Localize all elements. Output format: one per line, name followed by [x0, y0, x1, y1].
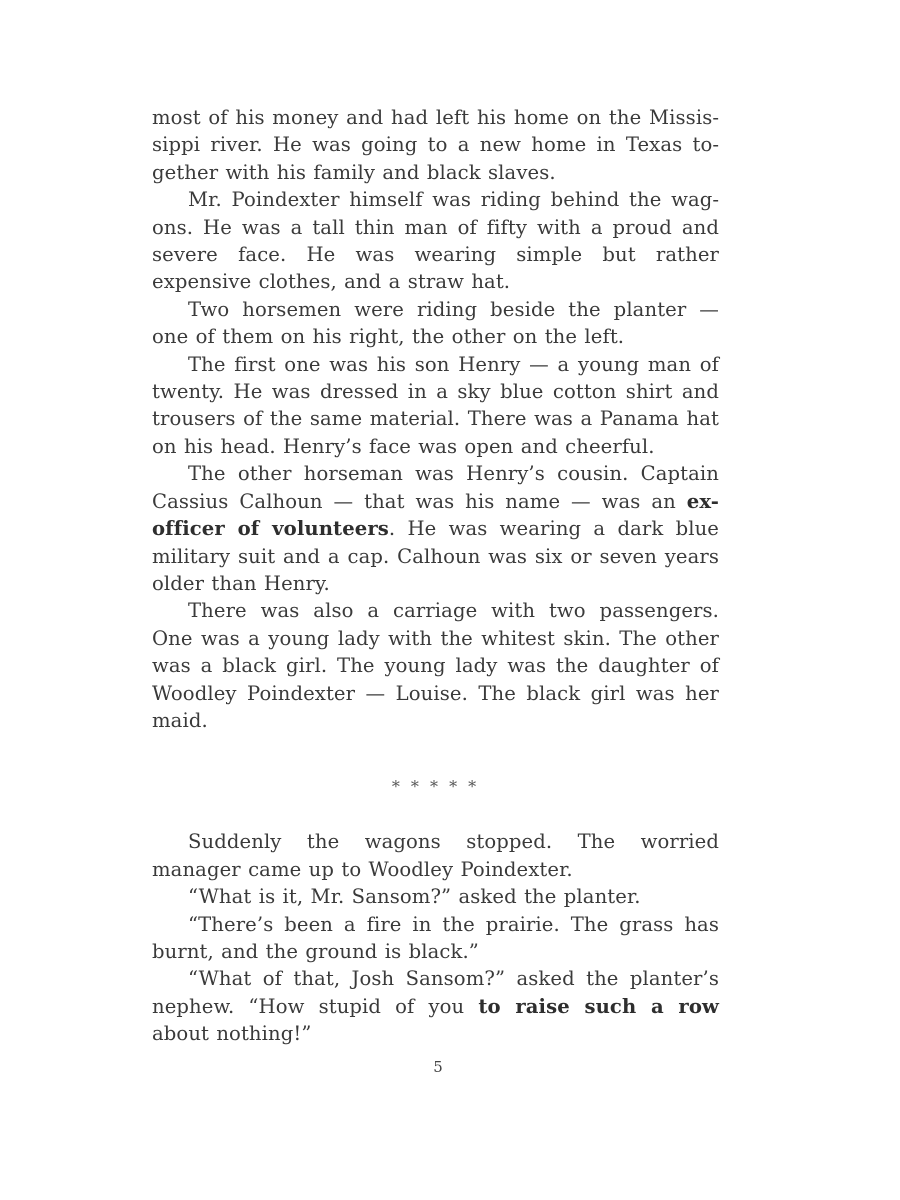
- paragraph: [152, 828, 719, 883]
- text-block-bottom: [152, 828, 719, 1047]
- section-separator: * * * * *: [391, 777, 480, 797]
- paragraph: [152, 597, 719, 734]
- paragraph: [152, 965, 719, 1047]
- page-number: 5: [433, 1058, 443, 1076]
- paragraph: [152, 351, 719, 461]
- text-run: The first one was his son Henry — a young man of twenty. He was dressed in a sky blue cotton shirt and trousers of the same material. There was a Panama hat on his head. Henry’s face was open and cheerful.: [152, 352, 719, 458]
- paragraph: [152, 460, 719, 597]
- text-run: . He was wearing a dark blue military suit and a cap. Calhoun was six or seven years older than Henry.: [152, 517, 719, 595]
- text-block-top: [152, 104, 719, 734]
- text-run: most of his money and had left his home on the Mississippi river. He was going to a new home in Texas together with his family and black slaves.: [152, 106, 719, 184]
- text-run: “There’s been a fire in the prairie. The grass has burnt, and the ground is black.”: [152, 912, 719, 963]
- text-run: about nothing!”: [152, 1022, 312, 1046]
- paragraph: [152, 296, 719, 351]
- text-run: The other horseman was Henry’s cousin. Captain Cassius Calhoun — that was his name — was an: [152, 462, 719, 513]
- text-run: There was also a carriage with two passengers. One was a young lady with the whitest skin. The other was a black girl. The young lady was the daughter of Woodley Poindexter — Louise. The black girl was her maid.: [152, 599, 719, 732]
- page-body: [152, 104, 719, 1048]
- text-run: Mr. Poindexter himself was riding behind the wagons. He was a tall thin man of fifty with a proud and severe face. He was wearing simple but rather expensive clothes, and a straw hat.: [152, 188, 719, 294]
- text-run: Two horsemen were riding beside the planter — one of them on his right, the other on the left.: [152, 297, 719, 349]
- paragraph: [152, 104, 719, 186]
- bold-phrase: to raise such a row: [478, 994, 719, 1018]
- paragraph: [152, 186, 719, 296]
- text-run: “What of that, Josh Sansom?” asked the planter’s nephew. “How stupid of you: [152, 967, 719, 1018]
- paragraph: [152, 911, 719, 966]
- bold-phrase: ex-officer of volunteers: [152, 489, 719, 541]
- text-run: Suddenly the wagons stopped. The worried manager came up to Woodley Poindexter.: [152, 830, 719, 881]
- paragraph: [152, 883, 719, 910]
- text-run: “What is it, Mr. Sansom?” asked the planter.: [188, 885, 641, 909]
